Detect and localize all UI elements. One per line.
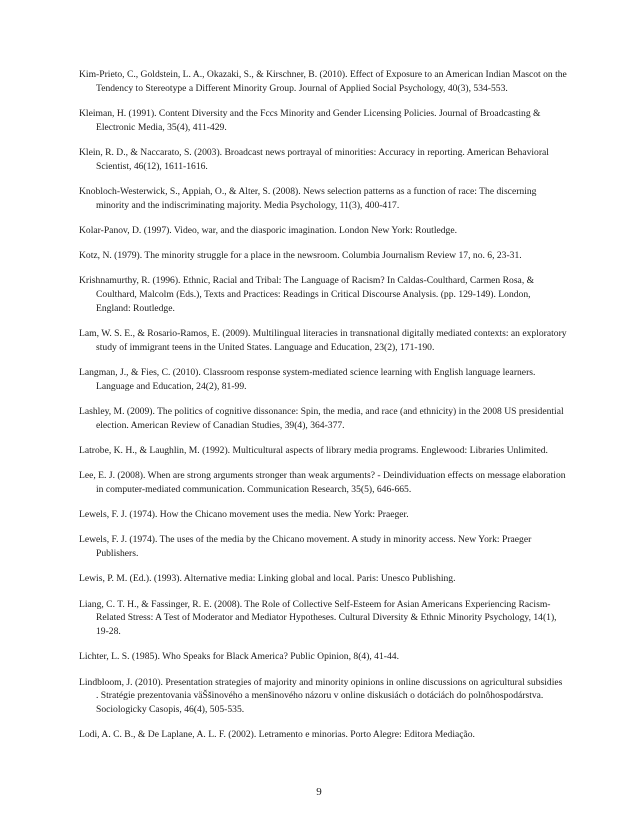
reference-entry: Lindbloom, J. (2010). Presentation strategies of majority and minority opinions in online discussions on agricultural subsidies . Stratégie prezentovania väŠšinového a menšinového názoru v online diskusiách o dotáciách do polnôhospodárstva. Sociologicky Casopis, 46(4), 505-535. xyxy=(79,676,563,716)
reference-entry: Kim-Prieto, C., Goldstein, L. A., Okazaki, S., & Kirschner, B. (2010). Effect of Exposure to an American Indian Mascot on the Tendency to Stereotype a Different Minority Group. Journal of Applied Social Psychology, 40(3), 534-553. xyxy=(79,69,567,94)
reference-entry: Lam, W. S. E., & Rosario-Ramos, E. (2009). Multilingual literacies in transnational digitally mediated contexts: an exploratory study of immigrant teens in the United States. Language and Education, 23(2), 171-190. xyxy=(79,328,567,353)
reference-list xyxy=(79,68,567,754)
reference-entry: Lashley, M. (2009). The politics of cognitive dissonance: Spin, the media, and race (and ethnicity) in the 2008 US presidential election. American Review of Canadian Studies, 39(4), 364-377. xyxy=(79,406,564,431)
reference-entry: Latrobe, K. H., & Laughlin, M. (1992). Multicultural aspects of library media programs. Englewood: Libraries Unlimited. xyxy=(79,445,548,457)
reference-entry: Lichter, L. S. (1985). Who Speaks for Black America? Public Opinion, 8(4), 41-44. xyxy=(79,651,399,663)
reference-entry: Krishnamurthy, R. (1996). Ethnic, Racial and Tribal: The Language of Racism? In Caldas-Coulthard, Carmen Rosa, & Coulthard, Malcolm (Eds.), Texts and Practices: Readings in Critical Discourse Analysis. (pp. 129-149). London, England: Routledge. xyxy=(79,275,535,314)
reference-entry: Kotz, N. (1979). The minority struggle for a place in the newsroom. Columbia Journalism Review 17, no. 6, 23-31. xyxy=(79,250,522,262)
reference-entry: Langman, J., & Fies, C. (2010). Classroom response system-mediated science learning with English language learners. Language and Education, 24(2), 81-99. xyxy=(79,367,536,392)
reference-entry: Lewels, F. J. (1974). The uses of the media by the Chicano movement. A study in minority access. New York: Praeger Publishers. xyxy=(79,534,532,560)
reference-entry: Lewels, F. J. (1974). How the Chicano movement uses the media. New York: Praeger. xyxy=(79,509,409,521)
reference-entry: Liang, C. T. H., & Fassinger, R. E. (2008). The Role of Collective Self-Esteem for Asian Americans Experiencing Racism-Related Stress: A Test of Moderator and Mediator Hypotheses. Cultural Diversity & Ethnic Minority Psychology, 14(1), 19-28. xyxy=(79,598,557,638)
reference-entry: Kleiman, H. (1991). Content Diversity and the Fccs Minority and Gender Licensing Policies. Journal of Broadcasting & Electronic Media, 35(4), 411-429. xyxy=(79,107,541,133)
reference-entry: Knobloch-Westerwick, S., Appiah, O., & Alter, S. (2008). News selection patterns as a function of race: The discerning minority and the indiscriminating majority. Media Psychology, 11(3), 400-417. xyxy=(79,185,537,211)
reference-entry: Lewis, P. M. (Ed.). (1993). Alternative media: Linking global and local. Paris: Unesco Publishing. xyxy=(79,573,456,585)
reference-entry: Lee, E. J. (2008). When are strong arguments stronger than weak arguments? - Deindividuation effects on message elaboration in computer-mediated communication. Communication Research, 35(5), 646-665. xyxy=(79,470,566,496)
reference-entry: Klein, R. D., & Naccarato, S. (2003). Broadcast news portrayal of minorities: Accuracy in reporting. American Behavioral Scientist, 46(12), 1611-1616. xyxy=(79,146,549,172)
reference-entry: Kolar-Panov, D. (1997). Video, war, and the diasporic imagination. London New York: Routledge. xyxy=(79,224,458,236)
page-number: 9 xyxy=(316,786,322,798)
reference-entry: Lodi, A. C. B., & De Laplane, A. L. F. (2002). Letramento e minorias. Porto Alegre: Editora Mediação. xyxy=(79,729,475,741)
